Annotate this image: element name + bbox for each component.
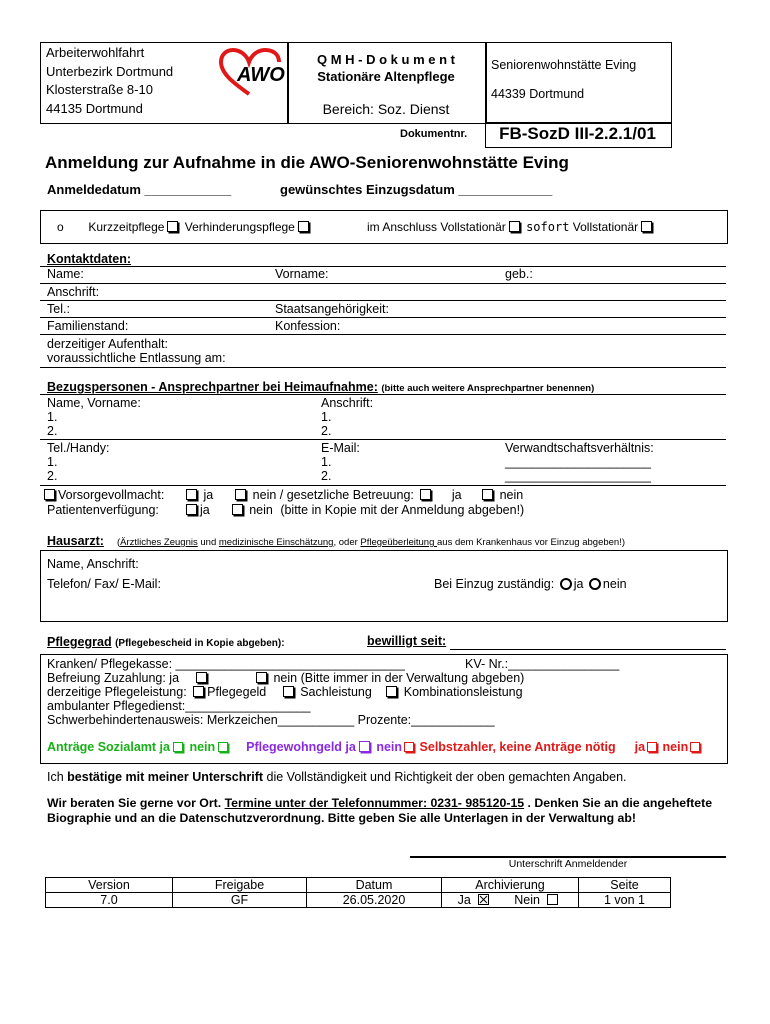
doctor-note (117, 537, 625, 548)
wohngeld-nein-label: nein (376, 740, 403, 754)
footer-freigabe: GF (173, 893, 307, 908)
pflegegeld-label: Pflegegeld (207, 685, 267, 699)
footer-version: 7.0 (46, 893, 173, 908)
docnr-label: Dokumentnr. (400, 128, 468, 140)
contact-aufenthalt[interactable]: derzeitiger Aufenthalt: (47, 337, 168, 351)
footer-header-freigabe: Freigabe (173, 878, 307, 893)
references-low-rule (40, 485, 726, 486)
contact-rule-2 (40, 300, 726, 301)
footer-header-row (46, 878, 671, 893)
anmeldedatum-field[interactable]: Anmeldedatum ____________ (47, 182, 232, 197)
references-heading-row (47, 380, 594, 394)
ref-tel-label: Tel./Handy: (47, 441, 110, 455)
doctor-telefon[interactable]: Telefon/ Fax/ E-Mail: (47, 577, 161, 591)
org-line-4: 44135 Dortmund (46, 100, 143, 116)
contact-rule-5 (40, 367, 726, 368)
confirm-text (47, 770, 627, 784)
doctor-einzug-row (434, 577, 627, 591)
footer-archiv (442, 893, 579, 908)
contact-vorname[interactable]: Vorname: (275, 267, 329, 281)
advice-text (47, 796, 727, 826)
einzugsdatum-field[interactable]: gewünschtes Einzugsdatum _____________ (280, 182, 553, 197)
vorsorge-nein-checkbox[interactable] (235, 489, 246, 500)
sozialamt-label: Anträge Sozialamt ja (47, 740, 170, 754)
kombi-label: Kombinationsleistung (403, 685, 523, 699)
ref-name-1[interactable]: 1. (47, 410, 58, 424)
contact-rule-1 (40, 283, 726, 284)
docnr-value: FB-SozD III-2.2.1/01 (499, 124, 656, 143)
confirm-pre: Ich (47, 770, 68, 784)
sozialamt-nein-label: nein (189, 740, 216, 754)
contact-rule-3 (40, 317, 726, 318)
vorsorge-ja-checkbox[interactable] (186, 489, 197, 500)
patienten-kopie-note: (bitte in Kopie mit der Anmeldung abgeben!) (280, 503, 525, 517)
anschluss-label: im Anschluss Vollstationär (367, 220, 506, 234)
ref-anschrift-1[interactable]: 1. (321, 410, 332, 424)
footer-table (45, 877, 671, 908)
befreiung-ja-checkbox[interactable] (196, 672, 207, 683)
selbstzahler-label: Selbstzahler, keine Anträge nötig (419, 740, 616, 754)
confirm-post: die Vollständigkeit und Richtigkeit der oben gemachten Angaben. (263, 770, 627, 784)
verhinderung-label: Verhinderungspflege (184, 220, 295, 234)
references-top-rule (40, 394, 726, 395)
schwerbehindert-field[interactable]: Schwerbehindertenausweis: Merkzeichen___________ Prozente:____________ (47, 713, 495, 727)
care-type-row-right (367, 220, 655, 234)
selbstzahler-nein-label: nein (662, 740, 689, 754)
contact-rule-4 (40, 334, 726, 335)
doc-subtitle: Stationäre Altenpflege (317, 69, 455, 84)
patienten-label: Patientenverfügung: (47, 503, 159, 517)
sozialamt-ja-checkbox[interactable] (173, 742, 183, 752)
kurzzeit-label: Kurzzeitpflege (88, 220, 165, 234)
ref-email-1[interactable]: 1. (321, 455, 332, 469)
betreuung-checkbox[interactable] (420, 489, 431, 500)
vorsorge-ja-label: ja (203, 488, 214, 502)
sofort-suffix: Vollstationär (572, 220, 639, 234)
patienten-ja-checkbox[interactable] (186, 504, 197, 515)
references-heading: Bezugspersonen - Ansprechpartner bei Heimaufnahme: (47, 380, 378, 394)
verhinderung-checkbox[interactable] (298, 221, 309, 232)
cross-icon (479, 895, 488, 904)
doctor-ja-label: ja (573, 577, 584, 591)
kombi-checkbox[interactable] (386, 686, 397, 697)
leistung-row (47, 685, 523, 699)
footer-value-row (46, 893, 671, 908)
doctor-note-und: und (197, 537, 219, 548)
ref-verwandt-label: Verwandtschaftsverhältnis: (505, 441, 654, 455)
patienten-nein-label: nein (249, 503, 273, 517)
vorsorge-options (183, 488, 523, 502)
pflegegrad-row (47, 635, 285, 649)
contact-heading: Kontaktdaten: (47, 252, 132, 266)
patienten-options (183, 503, 524, 517)
ref-verwandt-1[interactable]: _____________________ (505, 455, 651, 469)
footer-datum: 26.05.2020 (307, 893, 442, 908)
awo-logo-text: AWO (237, 64, 285, 86)
patienten-ja-label: ja (200, 503, 210, 517)
doctor-name-anschrift[interactable]: Name, Anschrift: (47, 557, 139, 571)
vorsorge-row (44, 488, 164, 502)
kv-field[interactable]: KV- Nr.:________________ (465, 657, 620, 671)
wohngeld-ja-checkbox[interactable] (359, 741, 370, 752)
contact-tel[interactable]: Tel.: (47, 302, 70, 316)
contact-staat[interactable]: Staatsangehörigkeit: (275, 302, 389, 316)
ref-anschrift-2[interactable]: 2. (321, 424, 332, 438)
advice-c: . Denken Sie an die angeheftete Biographie und an die Datenschutzverordnung. Bitte geben Sie alle Unterlagen in der Verwaltung ab! (47, 796, 713, 825)
doctor-heading-row (47, 534, 625, 548)
doctor-note-c: Pflegeüberleitung (360, 537, 437, 548)
vorsorge-checkbox[interactable] (44, 489, 55, 500)
footer-header-seite: Seite (579, 878, 671, 893)
pflegegrad-label: Pflegegrad (47, 635, 112, 649)
page-title: Anmeldung zur Aufnahme in die AWO-Seniorenwohnstätte Eving (45, 153, 569, 172)
sachleistung-label: Sachleistung (300, 685, 372, 699)
ref-tel-2[interactable]: 2. (47, 469, 58, 483)
betreuung-nein-label: nein (499, 488, 524, 502)
contact-familienstand[interactable]: Familienstand: (47, 319, 129, 333)
doctor-einzug-label: Bei Einzug zuständig: (434, 577, 555, 591)
betreuung-ja-label: ja (451, 488, 462, 502)
awo-logo (215, 48, 285, 98)
org-address (46, 44, 173, 118)
doctor-note-b: medizinische Einschätzung (218, 537, 334, 548)
doctor-nein-label: nein (602, 577, 627, 591)
befreiung-nein-checkbox[interactable] (256, 672, 267, 683)
sofort-checkbox[interactable] (641, 221, 652, 232)
footer-header-datum: Datum (307, 878, 442, 893)
doctor-note-a: Ärztliches Zeugnis (120, 537, 198, 548)
sozialamt-nein-checkbox[interactable] (218, 742, 228, 752)
selbstzahler-ja-label: ja (634, 740, 646, 754)
doctor-ja-radio[interactable] (560, 578, 572, 590)
doc-area: Bereich: Soz. Dienst (322, 101, 450, 117)
ref-anschrift-label: Anschrift: (321, 396, 374, 410)
doctor-note-oder: , oder (333, 537, 361, 548)
wohngeld-nein-checkbox[interactable] (404, 742, 414, 752)
wohngeld-label: Pflegewohngeld ja (246, 740, 356, 754)
befreiung-nein-label: nein (Bitte immer in der Verwaltung abgeben) (273, 671, 525, 685)
leistung-label: derzeitige Pflegeleistung: (47, 685, 187, 699)
ref-email-label: E-Mail: (321, 441, 360, 455)
ref-name-2[interactable]: 2. (47, 424, 58, 438)
org-line-1: Arbeiterwohlfahrt (46, 45, 145, 60)
footer-archiv-nein: Nein (514, 893, 540, 907)
org-line-3: Klosterstraße 8-10 (46, 82, 153, 97)
ref-email-2[interactable]: 2. (321, 469, 332, 483)
doctor-heading: Hausarzt: (47, 534, 104, 548)
care-bullet: o (57, 220, 64, 234)
vorsorge-label: Vorsorgevollmacht: (58, 488, 165, 502)
befreiung-label: Befreiung Zuzahlung: ja (47, 671, 180, 685)
vorsorge-nein-label: nein / gesetzliche Betreuung: (252, 488, 414, 502)
befreiung-row (47, 671, 524, 685)
doctor-nein-radio[interactable] (589, 578, 601, 590)
doctor-note-rest: aus dem Krankenhaus vor Einzug abgeben!) (437, 537, 626, 548)
references-note: (bitte auch weitere Ansprechpartner benennen) (381, 383, 595, 394)
footer-seite: 1 von 1 (579, 893, 671, 908)
footer-header-version: Version (46, 878, 173, 893)
patienten-nein-checkbox[interactable] (232, 504, 243, 515)
sachleistung-checkbox[interactable] (283, 686, 294, 697)
sofort-label: sofort (526, 220, 570, 234)
footer-archiv-ja: Ja (457, 893, 471, 907)
advice-phone[interactable]: Termine unter der Telefonnummer: 0231- 985120-15 (224, 796, 525, 810)
facility-city: 44339 Dortmund (491, 87, 585, 101)
advice-a: Wir beraten Sie gerne vor Ort. (47, 796, 225, 810)
pflegegrad-note: (Pflegebescheid in Kopie abgeben): (115, 638, 285, 649)
care-type-row (57, 220, 312, 234)
ambulant-field[interactable]: ambulanter Pflegedienst:__________________ (47, 699, 311, 713)
signature-label: Unterschrift Anmeldender (508, 858, 628, 870)
bewilligt-label[interactable]: bewilligt seit: (367, 634, 447, 648)
kasse-field[interactable]: Kranken/ Pflegekasse: _________________________________ (47, 657, 405, 671)
contact-top-rule (40, 266, 726, 267)
doc-title: Q M H - D o k u m e n t (317, 52, 455, 67)
anschluss-checkbox[interactable] (509, 221, 520, 232)
contact-name[interactable]: Name: (47, 267, 84, 281)
archiv-ja-checked-icon (478, 894, 489, 905)
contact-anschrift[interactable]: Anschrift: (47, 285, 100, 299)
ref-verwandt-2[interactable]: _____________________ (505, 469, 651, 483)
betreuung-nein-checkbox[interactable] (482, 489, 493, 500)
bewilligt-line (450, 649, 726, 650)
antraege-row (47, 740, 702, 754)
footer-header-archiv: Archivierung (442, 878, 579, 893)
ref-name-label: Name, Vorname: (47, 396, 141, 410)
header-facility-box (485, 42, 672, 124)
pflegegeld-checkbox[interactable] (193, 686, 204, 697)
selbstzahler-ja-checkbox[interactable] (647, 742, 657, 752)
confirm-bold: bestätige mit meiner Unterschrift (67, 770, 264, 784)
selbstzahler-nein-checkbox[interactable] (690, 742, 700, 752)
archiv-nein-box-icon (547, 894, 558, 905)
contact-geb[interactable]: geb.: (505, 267, 533, 281)
doctor-note-open: ( (116, 537, 121, 548)
facility-name: Seniorenwohnstätte Eving (491, 58, 637, 72)
contact-konfession[interactable]: Konfession: (275, 319, 341, 333)
org-line-2: Unterbezirk Dortmund (46, 63, 174, 79)
references-mid-rule (40, 439, 726, 440)
contact-entlassung[interactable]: voraussichtliche Entlassung am: (47, 351, 226, 365)
ref-tel-1[interactable]: 1. (47, 455, 58, 469)
kurzzeit-checkbox[interactable] (167, 221, 178, 232)
